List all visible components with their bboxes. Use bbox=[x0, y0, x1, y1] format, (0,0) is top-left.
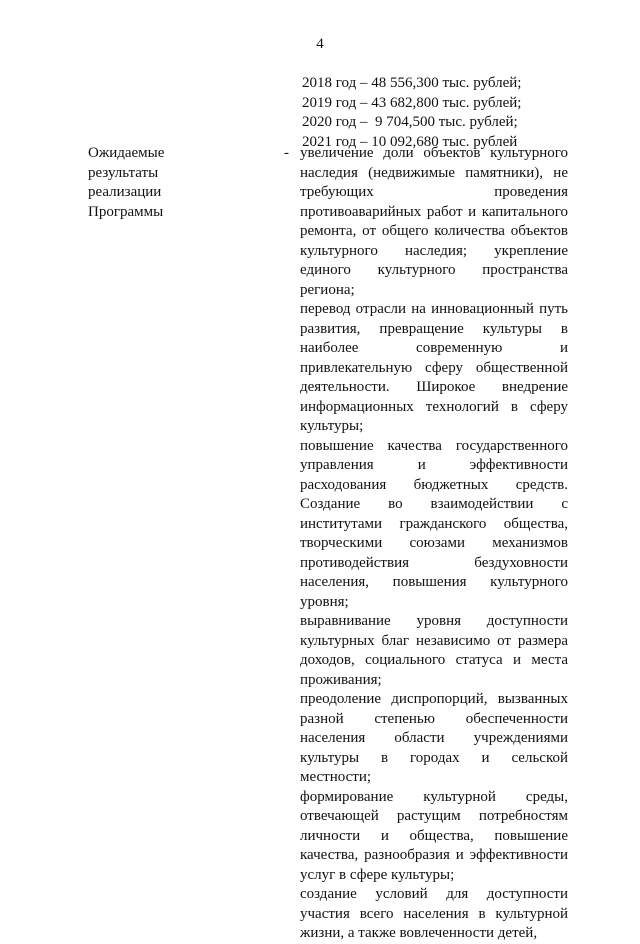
page-number: 4 bbox=[316, 36, 324, 52]
funding-line-2018: 2018 год – 48 556,300 тыс. рублей; bbox=[302, 75, 522, 91]
label-line: реализации bbox=[88, 184, 162, 200]
label-line: Программы bbox=[88, 203, 164, 220]
result-item: создание условий для доступности участия всего населения в культурной жизни, а также вовлеченности детей, bbox=[300, 886, 568, 941]
expected-results-label bbox=[88, 144, 258, 222]
funding-by-year bbox=[302, 74, 582, 152]
list-dash: - bbox=[284, 145, 289, 161]
funding-line-2020: 2020 год – 9 704,500 тыс. рублей; bbox=[302, 114, 518, 130]
result-item: преодоление диспропорций, вызванных разной степенью обеспеченности населения области учреждениями культуры в городах и сельской местности; bbox=[300, 691, 568, 785]
funding-line-2021: 2021 год – 10 092,680 тыс. рублей bbox=[302, 133, 518, 150]
result-item: формирование культурной среды, отвечающей растущим потребностям личности и общества, повышение качества, разнообразия и эффективности услуг в сфере культуры; bbox=[300, 788, 568, 883]
result-item: перевод отрасли на инновационный путь развития, превращение культуры в наиболее современную и привлекательную сферу общественной деятельности. Широкое внедрение информационных технологий в сферу культуры; bbox=[300, 301, 568, 434]
result-item: увеличение доли объектов культурного наследия (недвижимые памятники), не требующих проведения противоаварийных работ и капитального ремонта, от общего количества объектов культурного наследия; укрепление единого культурного пространства региона; bbox=[300, 145, 568, 298]
label-line: Ожидаемые bbox=[88, 145, 165, 161]
expected-results-list bbox=[300, 144, 568, 944]
label-line: результаты bbox=[88, 164, 159, 181]
result-item: повышение качества государственного управления и эффективности расходования бюджетных средств. Создание во взаимодействии с институтами гражданского общества, творческими союзами механизмов противодействия бездуховности населения, повышения культурного уровня; bbox=[300, 437, 568, 610]
funding-line-2019: 2019 год – 43 682,800 тыс. рублей; bbox=[302, 94, 522, 111]
result-item: выравнивание уровня доступности культурных благ независимо от размера доходов, социального статуса и места проживания; bbox=[300, 613, 568, 688]
